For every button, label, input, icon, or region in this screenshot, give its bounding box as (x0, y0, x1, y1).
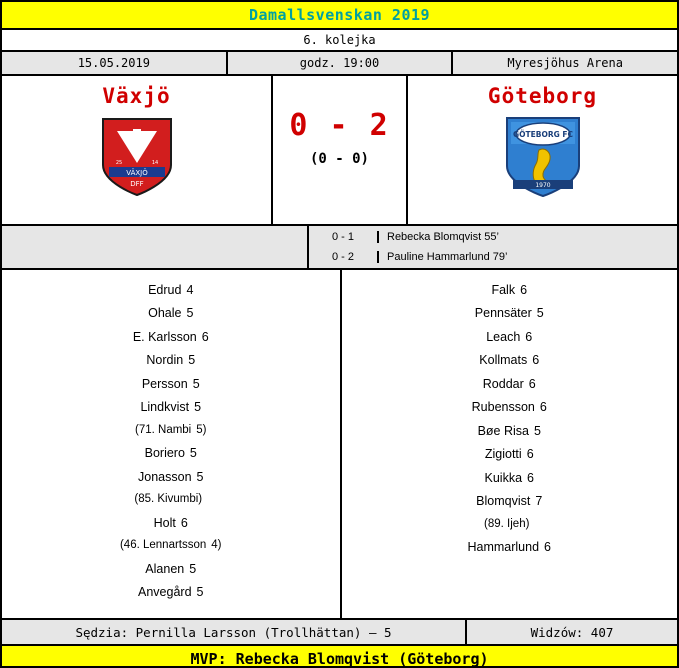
player-name: Nordin (146, 353, 184, 367)
halftime-score: (0 - 0) (309, 150, 369, 167)
list-item (146, 349, 195, 373)
away-lineup (340, 270, 678, 618)
player-name: (46. Lennartsson (119, 539, 207, 551)
goteborg-crest-icon (503, 114, 583, 200)
player-name: Pennsäter (474, 306, 532, 320)
player-name: Anvegård (138, 585, 192, 599)
svg-text:VÄXJÖ: VÄXJÖ (125, 169, 148, 177)
list-item (138, 465, 203, 489)
list-item (148, 302, 193, 326)
player-rating: 6 (527, 470, 534, 485)
list-item (472, 396, 547, 420)
goal-scorer: Rebecka Blomqvist 55’ (387, 231, 499, 243)
player-rating: 5 (196, 469, 204, 484)
round-bar (2, 30, 677, 52)
player-rating: 6 (539, 400, 547, 414)
player-rating: 5 (189, 561, 197, 576)
mvp-label: MVP: Rebecka Blomqvist (Göteborg) (190, 650, 489, 668)
player-name: Zigiotti (484, 447, 522, 461)
svg-text:GÖTEBORG FC: GÖTEBORG FC (512, 130, 573, 139)
home-team-block (2, 76, 271, 224)
player-name: Kollmats (479, 353, 528, 367)
list-item (475, 302, 544, 326)
player-rating: 4) (211, 539, 222, 551)
home-team-name: Växjö (102, 84, 171, 108)
player-name: Lindkvist (140, 400, 190, 414)
attendance-info: Widzów: 407 (465, 620, 677, 644)
score-block (271, 76, 408, 224)
list-item (484, 513, 534, 536)
player-name: E. Karlsson (132, 329, 197, 344)
lineups-block (2, 270, 677, 620)
goal-scorer: Pauline Hammarlund 79’ (387, 251, 508, 263)
list-item (148, 278, 193, 302)
goal-row (309, 247, 677, 267)
player-rating: 5 (192, 376, 200, 391)
player-name: (85. Kivumbi) (134, 493, 203, 505)
competition-title: Damallsvenskan 2019 (248, 6, 431, 24)
player-name: Persson (141, 376, 188, 391)
goal-score: 0 - 1 (309, 231, 379, 243)
vaxjo-crest-icon (99, 115, 175, 199)
list-item (140, 396, 201, 420)
svg-text:25: 25 (115, 160, 122, 166)
player-rating: 5 (196, 585, 204, 599)
away-team-name: Göteborg (487, 84, 598, 108)
match-time: godz. 19:00 (226, 52, 452, 74)
home-team-crest (99, 114, 175, 200)
player-rating: 6 (201, 329, 209, 344)
list-item (491, 278, 527, 302)
player-rating: 6 (544, 540, 551, 554)
svg-text:1970: 1970 (534, 182, 551, 189)
list-item (486, 325, 532, 349)
player-name: (71. Nambi (135, 423, 192, 436)
player-name: (89. Ijeh) (484, 517, 530, 530)
list-item (483, 372, 536, 396)
player-rating: 5 (189, 446, 197, 460)
player-rating: 5 (536, 306, 544, 320)
match-info-bar (2, 52, 677, 76)
goal-score: 0 - 2 (309, 251, 379, 263)
player-name: Roddar (482, 376, 524, 391)
list-item (138, 581, 203, 605)
player-rating: 6 (525, 329, 533, 344)
list-item (120, 535, 222, 558)
player-name: Hammarlund (467, 540, 540, 554)
competition-title-bar (2, 2, 677, 30)
list-item (154, 511, 188, 535)
away-team-crest (503, 114, 583, 200)
list-item (135, 419, 206, 442)
svg-text:DFF: DFF (129, 180, 144, 188)
referee-info: Sędzia: Pernilla Larsson (Trollhättan) – 5 (75, 624, 392, 640)
player-name: Boriero (144, 446, 185, 460)
player-rating: 5 (188, 353, 196, 367)
player-name: Edrud (148, 282, 182, 297)
list-item (478, 419, 541, 443)
player-rating: 5) (196, 423, 207, 436)
player-rating: 5 (194, 400, 202, 414)
referee-bar (2, 620, 677, 646)
list-item (476, 490, 542, 514)
home-lineup (2, 270, 340, 618)
match-header-block (2, 76, 677, 226)
player-rating: 6 (526, 447, 534, 461)
list-item (485, 443, 534, 467)
final-score: 0 - 2 (289, 107, 390, 143)
match-venue: Myresjöhus Arena (451, 52, 677, 74)
player-rating: 6 (532, 353, 540, 367)
match-date: 15.05.2019 (77, 56, 150, 70)
goals-spacer (2, 226, 309, 268)
mvp-bar (2, 646, 677, 668)
player-name: Ohale (148, 306, 182, 320)
player-name: Jonasson (138, 469, 192, 484)
player-rating: 4 (186, 282, 194, 297)
list-item (145, 557, 196, 581)
goals-block (2, 226, 677, 270)
list-item (142, 372, 200, 396)
player-rating: 5 (186, 306, 194, 320)
goal-row (309, 227, 677, 247)
list-item (485, 466, 534, 490)
player-name: Holt (153, 515, 176, 530)
player-rating: 6 (528, 376, 536, 391)
player-name: Alanen (145, 561, 185, 576)
away-team-block (408, 76, 677, 224)
player-name: Rubensson (471, 400, 535, 414)
player-name: Falk (491, 282, 516, 297)
list-item (145, 442, 197, 466)
list-item (134, 489, 207, 512)
player-rating: 7 (535, 494, 543, 508)
goals-list (309, 226, 677, 268)
player-rating: 6 (520, 282, 528, 297)
list-item (467, 536, 551, 560)
round-label: 6. kolejka (303, 33, 376, 47)
player-name: Blomqvist (476, 494, 531, 508)
list-item (479, 349, 539, 373)
player-name: Leach (486, 329, 521, 344)
player-rating: 6 (180, 515, 188, 530)
player-rating: 5 (533, 423, 541, 438)
player-name: Bøe Risa (477, 423, 529, 438)
list-item (133, 325, 209, 349)
player-name: Kuikka (484, 470, 523, 485)
svg-text:14: 14 (151, 160, 158, 166)
